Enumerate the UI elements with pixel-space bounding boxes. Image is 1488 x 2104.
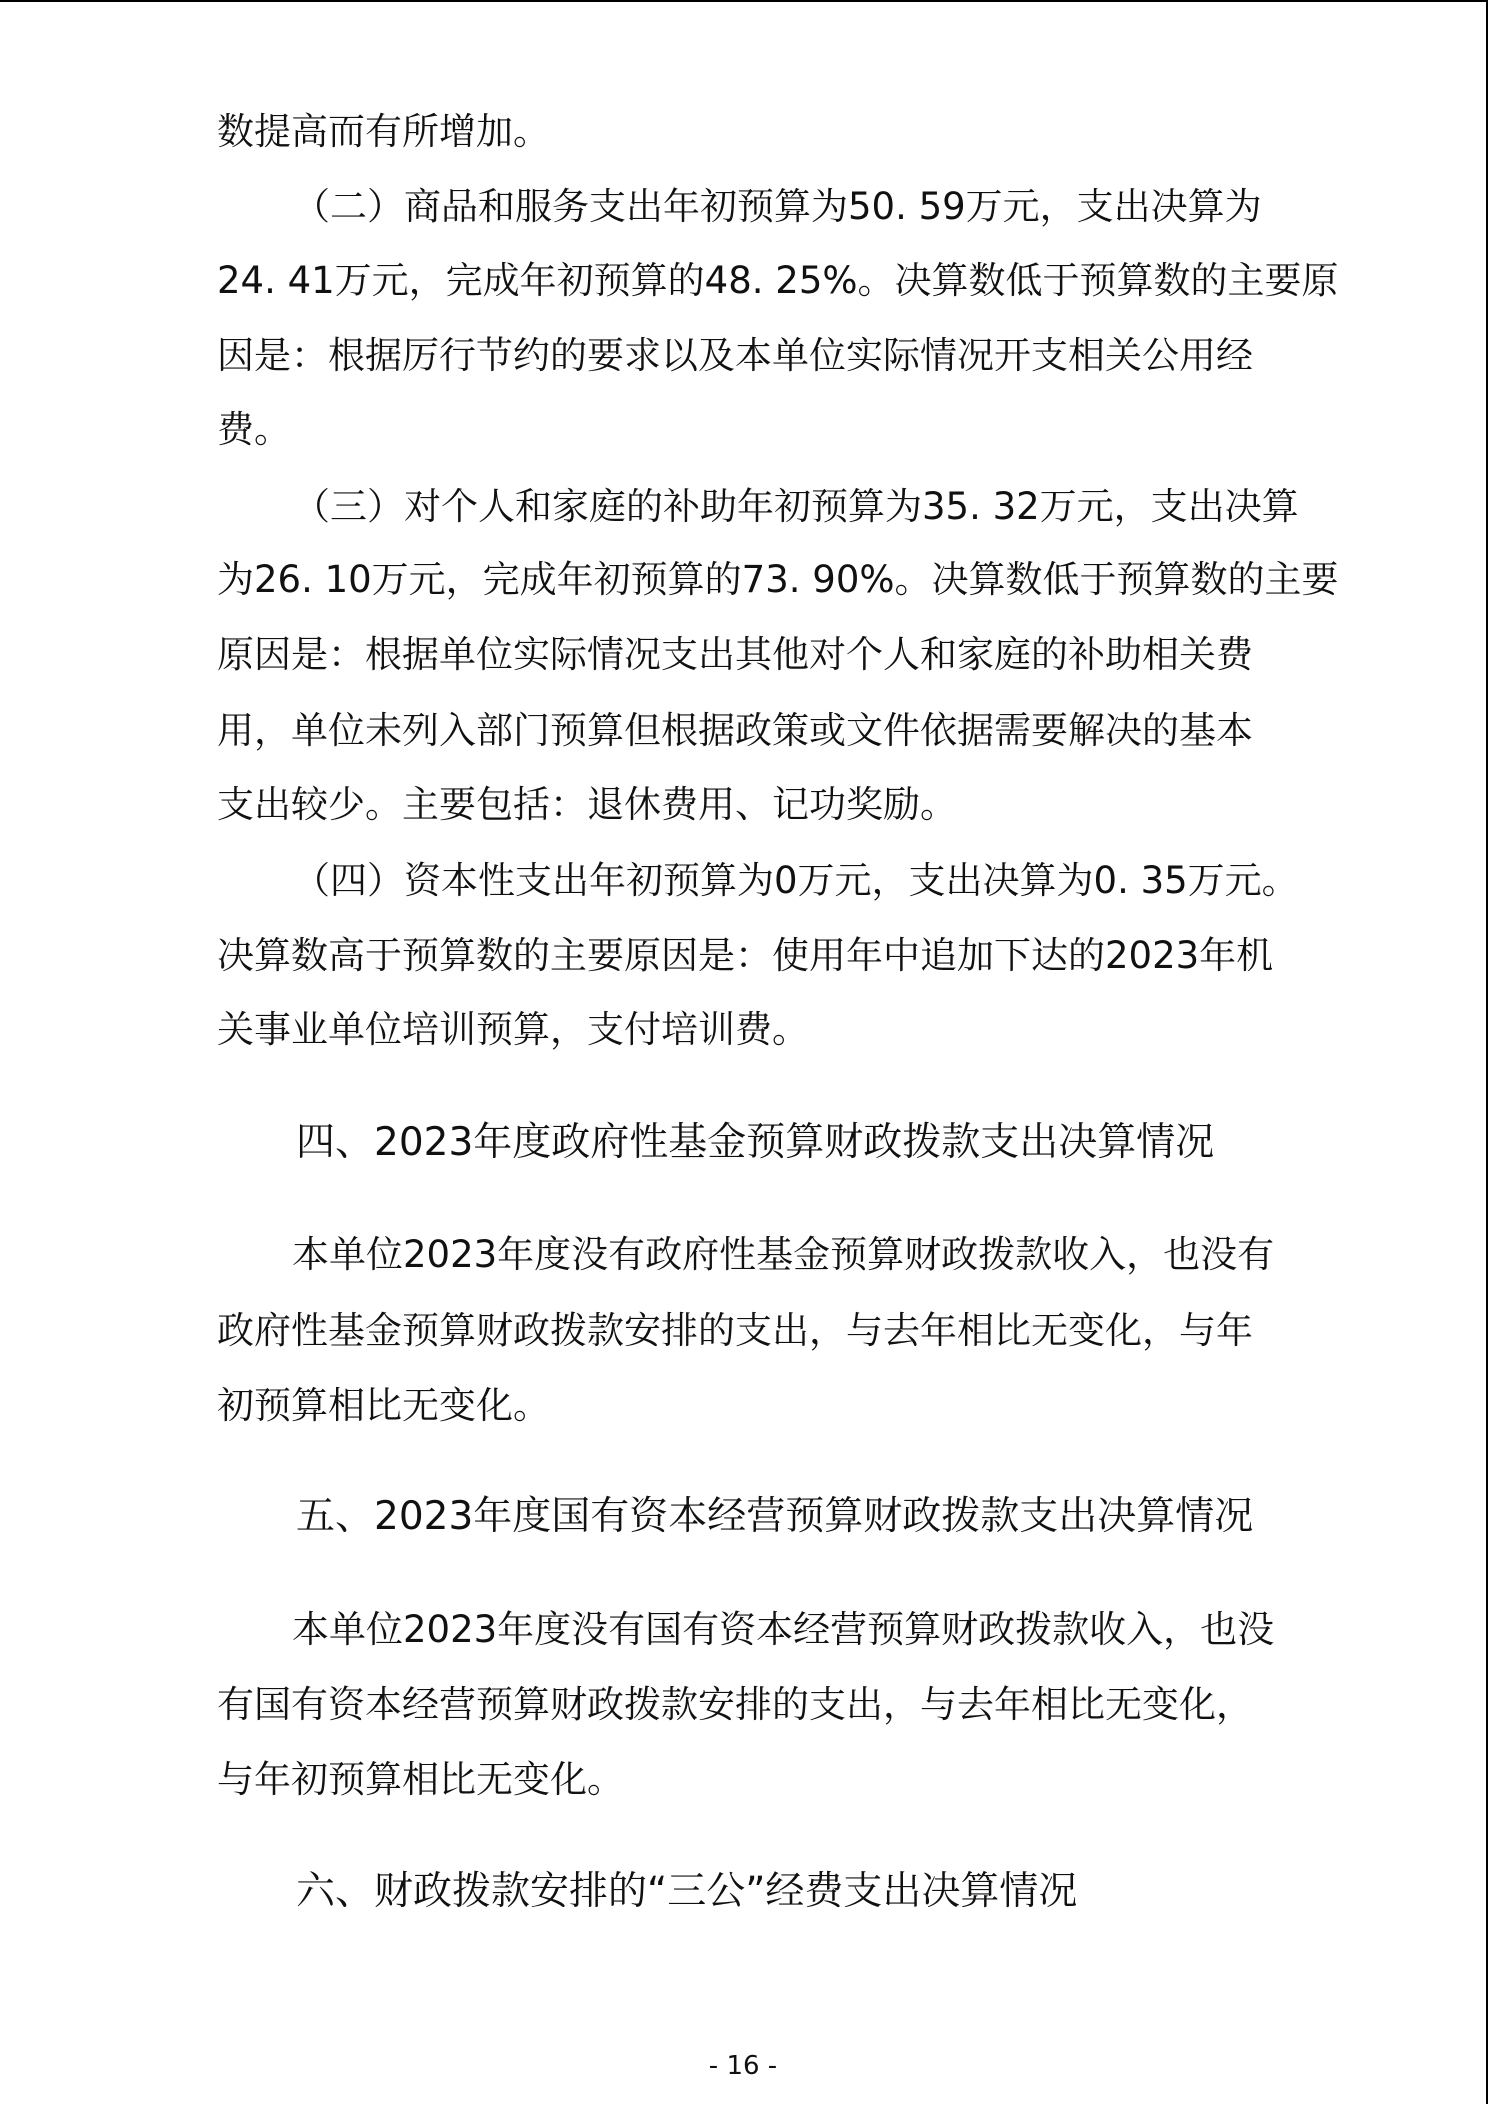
body-text-line: 为26. 10万元，完成年初预算的73. 90%。决算数低于预算数的主要 xyxy=(217,558,1339,601)
body-text-line: 原因是：根据单位实际情况支出其他对个人和家庭的补助相关费 xyxy=(217,633,1253,676)
body-text-line: 24. 41万元，完成年初预算的48. 25%。决算数低于预算数的主要原 xyxy=(217,259,1339,302)
body-text-line: 因是：根据厉行节约的要求以及本单位实际情况开支相关公用经 xyxy=(217,334,1253,377)
body-text-line: 支出较少。主要包括：退休费用、记功奖励。 xyxy=(217,783,957,826)
body-text-line: （三）对个人和家庭的补助年初预算为35. 32万元，支出决算 xyxy=(293,485,1299,528)
body-text-line: 初预算相比无变化。 xyxy=(217,1384,550,1427)
body-text-line: 本单位2023年度没有政府性基金预算财政拨款收入，也没有 xyxy=(292,1233,1275,1276)
body-text-line: 政府性基金预算财政拨款安排的支出，与去年相比无变化，与年 xyxy=(217,1309,1253,1352)
body-text-line: 用，单位未列入部门预算但根据政策或文件依据需要解决的基本 xyxy=(217,709,1253,752)
section-heading: 六、财政拨款安排的“三公”经费支出决算情况 xyxy=(296,1869,1078,1914)
body-text-line: 与年初预算相比无变化。 xyxy=(217,1758,624,1801)
body-text-line: 本单位2023年度没有国有资本经营预算财政拨款收入，也没 xyxy=(292,1608,1275,1651)
section-heading: 四、2023年度政府性基金预算财政拨款支出决算情况 xyxy=(296,1120,1215,1165)
body-text-line: （二）商品和服务支出年初预算为50. 59万元，支出决算为 xyxy=(293,185,1262,228)
section-heading: 五、2023年度国有资本经营预算财政拨款支出决算情况 xyxy=(296,1494,1254,1539)
page-number: - 16 - xyxy=(708,2051,778,2081)
body-text-line: 决算数高于预算数的主要原因是：使用年中追加下达的2023年机 xyxy=(217,934,1274,977)
body-text-line: （四）资本性支出年初预算为0万元，支出决算为0. 35万元。 xyxy=(293,859,1299,902)
body-text-line: 有国有资本经营预算财政拨款安排的支出，与去年相比无变化， xyxy=(217,1683,1253,1726)
body-text-line: 费。 xyxy=(217,408,291,451)
body-text-line: 数提高而有所增加。 xyxy=(217,110,550,153)
body-text-line: 关事业单位培训预算，支付培训费。 xyxy=(217,1008,809,1051)
